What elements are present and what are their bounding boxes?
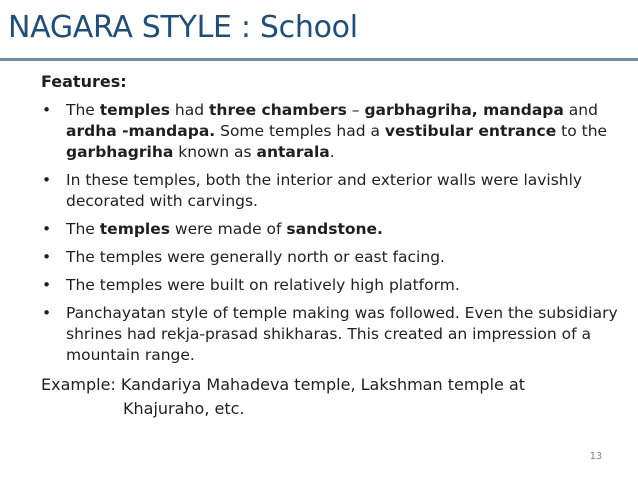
bullet-text bbox=[66, 220, 383, 238]
text-segment: . bbox=[329, 143, 335, 161]
text-segment: The temples were generally north or east facing. bbox=[66, 248, 445, 266]
bullet-dot: • bbox=[42, 248, 52, 266]
bullet-text bbox=[66, 248, 445, 266]
bullet-dot: • bbox=[42, 220, 52, 238]
text-segment: Some temples had a bbox=[215, 122, 385, 140]
slide-title: NAGARA STYLE : School bbox=[8, 10, 358, 45]
bullet-text bbox=[66, 276, 460, 294]
bullet-item bbox=[41, 100, 621, 163]
text-segment: had bbox=[170, 101, 210, 119]
page-number: 13 bbox=[589, 451, 602, 462]
text-segment: The bbox=[66, 220, 100, 238]
bold-text-segment: mandapa bbox=[483, 101, 564, 119]
text-segment: to the bbox=[556, 122, 608, 140]
bold-text-segment: vestibular entrance bbox=[384, 122, 557, 140]
bold-text-segment: sandstone. bbox=[286, 220, 383, 238]
example-line-2: Khajuraho, etc. bbox=[123, 399, 245, 418]
bold-text-segment: temples bbox=[99, 101, 170, 119]
text-segment: known as bbox=[173, 143, 257, 161]
bold-text-segment: ardha -mandapa. bbox=[66, 122, 216, 140]
features-heading: Features: bbox=[41, 72, 127, 91]
bold-text-segment: antarala bbox=[256, 143, 330, 161]
text-segment: were made of bbox=[170, 220, 287, 238]
features-list bbox=[41, 100, 621, 373]
bullet-dot: • bbox=[42, 276, 52, 294]
bullet-dot: • bbox=[42, 171, 52, 189]
text-segment: The bbox=[66, 101, 100, 119]
example-text bbox=[41, 373, 621, 421]
text-segment: – bbox=[346, 101, 365, 119]
example-line-1: Example: Kandariya Mahadeva temple, Lakshman temple at bbox=[41, 375, 526, 394]
text-segment: The temples were built on relatively high platform. bbox=[66, 276, 460, 294]
bullet-item bbox=[41, 247, 621, 268]
bullet-item bbox=[41, 170, 621, 212]
bold-text-segment: garbhagriha bbox=[66, 143, 174, 161]
bullet-dot: • bbox=[42, 101, 52, 119]
bold-text-segment: garbhagriha, bbox=[364, 101, 484, 119]
bullet-text bbox=[66, 171, 582, 210]
bullet-item bbox=[41, 275, 621, 296]
bullet-item bbox=[41, 219, 621, 240]
title-divider bbox=[0, 58, 638, 61]
bold-text-segment: three chambers bbox=[209, 101, 347, 119]
bullet-text bbox=[66, 304, 618, 364]
bullet-text bbox=[66, 101, 607, 161]
text-segment: In these temples, both the interior and exterior walls were lavishly decorated with carvings. bbox=[66, 171, 583, 210]
text-segment: and bbox=[563, 101, 598, 119]
text-segment: Panchayatan style of temple making was followed. Even the subsidiary shrines had rekja-prasad shikharas. This created an impression of a mountain range. bbox=[66, 304, 618, 364]
bold-text-segment: temples bbox=[99, 220, 170, 238]
bullet-item bbox=[41, 303, 621, 366]
bullet-dot: • bbox=[42, 304, 52, 322]
